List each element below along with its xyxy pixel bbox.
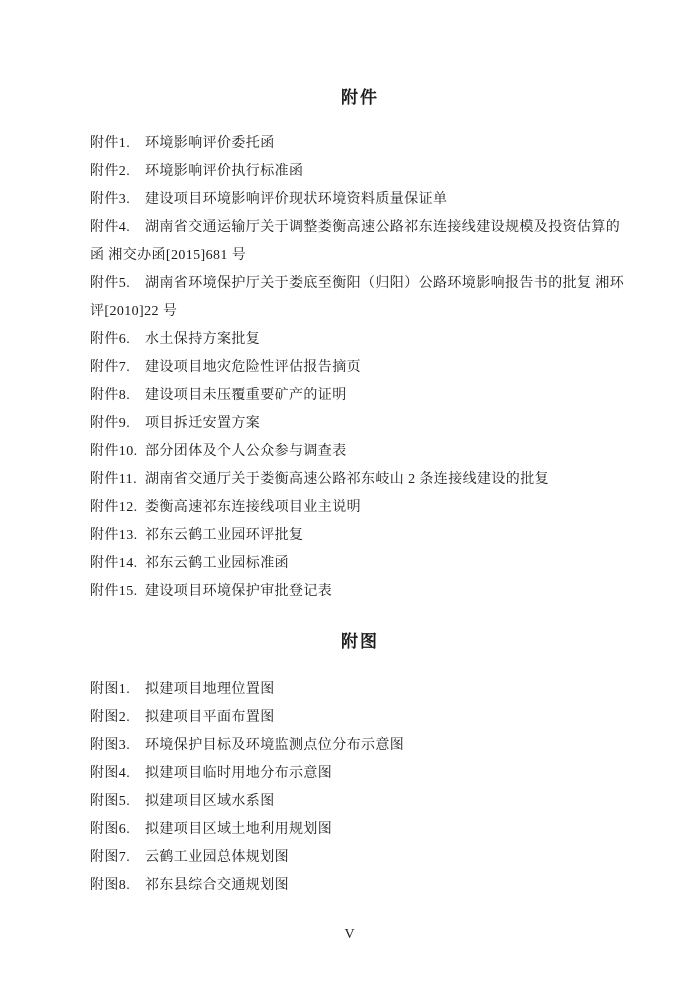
attachment-item: [90, 270, 630, 326]
item-label: 附件15.: [90, 584, 138, 599]
attachment-item: [90, 382, 630, 410]
item-label: 附图7.: [90, 850, 131, 865]
attachment-item: [90, 466, 630, 494]
item-label: 附件3.: [90, 192, 131, 207]
item-label: 附件5.: [90, 276, 131, 291]
item-label: 附件13.: [90, 528, 138, 543]
item-label: 附件11.: [90, 472, 137, 487]
item-label: 附图1.: [90, 682, 131, 697]
item-label: 附件9.: [90, 416, 131, 431]
item-text: 拟建项目区域水系图: [145, 794, 275, 809]
item-text: 环境保护目标及环境监测点位分布示意图: [145, 738, 405, 753]
attachments-section: [90, 88, 630, 606]
attachment-item: [90, 186, 630, 214]
figures-section: [90, 632, 630, 900]
item-text: 娄衡高速祁东连接线项目业主说明: [145, 500, 361, 515]
item-text: 拟建项目地理位置图: [145, 682, 275, 697]
attachment-item: [90, 214, 630, 270]
item-text: 建设项目未压覆重要矿产的证明: [145, 388, 347, 403]
item-text: 建设项目环境影响评价现状环境资料质量保证单: [145, 192, 448, 207]
item-text: 建设项目地灾危险性评估报告摘页: [145, 360, 361, 375]
item-label: 附件7.: [90, 360, 131, 375]
item-label: 附件12.: [90, 500, 138, 515]
attachment-item: [90, 438, 630, 466]
attachment-item: [90, 410, 630, 438]
item-text: 湖南省环境保护厅关于娄底至衡阳（归阳）公路环境影响报告书的批复 湘环评[2010]22 号: [90, 276, 625, 319]
page-number: V: [344, 927, 356, 942]
item-label: 附图3.: [90, 738, 131, 753]
item-text: 湖南省交通厅关于娄衡高速公路祁东岐山 2 条连接线建设的批复: [145, 472, 549, 487]
item-text: 拟建项目平面布置图: [145, 710, 275, 725]
figure-item: [90, 816, 630, 844]
item-text: 部分团体及个人公众参与调查表: [145, 444, 347, 459]
figures-title: 附图: [341, 632, 379, 651]
item-label: 附件2.: [90, 164, 131, 179]
attachments-title: 附件: [341, 88, 379, 107]
figure-item: [90, 872, 630, 900]
item-text: 祁东云鹤工业园标准函: [145, 556, 289, 571]
figure-item: [90, 732, 630, 760]
item-label: 附件8.: [90, 388, 131, 403]
attachment-item: [90, 130, 630, 158]
item-label: 附件1.: [90, 136, 131, 151]
item-text: 湖南省交通运输厅关于调整娄衡高速公路祁东连接线建设规模及投资估算的函 湘交办函[2015]681 号: [90, 220, 621, 263]
attachment-item: [90, 550, 630, 578]
item-text: 水土保持方案批复: [145, 332, 261, 347]
item-label: 附件4.: [90, 220, 131, 235]
item-label: 附图4.: [90, 766, 131, 781]
figure-item: [90, 844, 630, 872]
figure-item: [90, 788, 630, 816]
figure-item: [90, 760, 630, 788]
item-label: 附图8.: [90, 878, 131, 893]
figure-item: [90, 676, 630, 704]
item-text: 云鹤工业园总体规划图: [145, 850, 289, 865]
attachment-item: [90, 354, 630, 382]
item-text: 祁东云鹤工业园环评批复: [145, 528, 304, 543]
attachment-item: [90, 326, 630, 354]
item-text: 环境影响评价执行标准函: [145, 164, 304, 179]
figure-item: [90, 704, 630, 732]
attachment-item: [90, 158, 630, 186]
attachment-item: [90, 522, 630, 550]
item-text: 环境影响评价委托函: [145, 136, 275, 151]
attachment-item: [90, 578, 630, 606]
item-label: 附件14.: [90, 556, 138, 571]
item-text: 祁东县综合交通规划图: [145, 878, 289, 893]
item-label: 附图6.: [90, 822, 131, 837]
item-text: 拟建项目临时用地分布示意图: [145, 766, 333, 781]
item-label: 附图2.: [90, 710, 131, 725]
item-label: 附件10.: [90, 444, 138, 459]
item-text: 项目拆迁安置方案: [145, 416, 261, 431]
item-label: 附图5.: [90, 794, 131, 809]
item-text: 拟建项目区域土地利用规划图: [145, 822, 333, 837]
item-label: 附件6.: [90, 332, 131, 347]
item-text: 建设项目环境保护审批登记表: [145, 584, 333, 599]
attachment-item: [90, 494, 630, 522]
